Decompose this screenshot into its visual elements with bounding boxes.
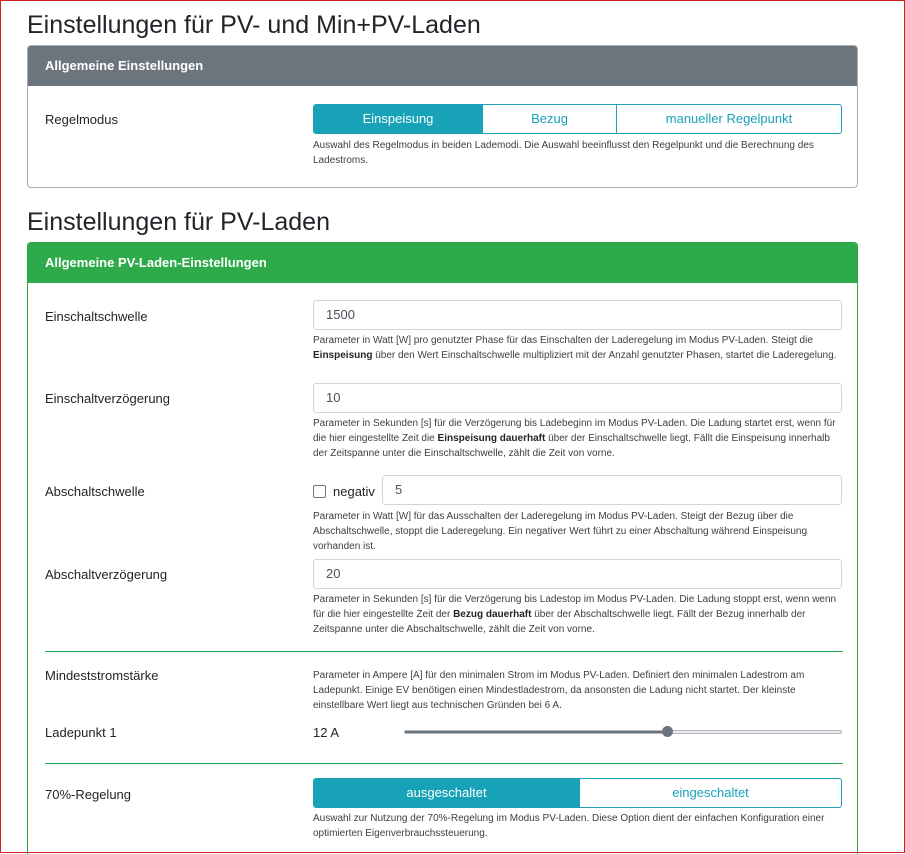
regelung70-label: 70%-Regelung bbox=[45, 787, 132, 802]
ladepunkt-1-label: Ladepunkt 1 bbox=[45, 725, 117, 740]
regelung70-button-group bbox=[313, 778, 842, 808]
regelung70-on-button[interactable]: eingeschaltet bbox=[579, 779, 841, 807]
regelung70-help: Auswahl zur Nutzung der 70%-Regelung im Modus PV-Laden. Diese Option dient der einfachen Konfiguration einer optimierten Eigenverbrauchssteuerung. bbox=[313, 813, 825, 839]
slider-thumb[interactable] bbox=[662, 726, 673, 737]
regelmodus-label: Regelmodus bbox=[45, 112, 118, 127]
einschaltverzoegerung-input[interactable]: 10 bbox=[313, 383, 842, 413]
card-pv-settings bbox=[27, 242, 858, 854]
mindeststrom-slider[interactable] bbox=[404, 730, 842, 734]
negativ-checkbox[interactable] bbox=[313, 485, 326, 498]
negativ-label: negativ bbox=[333, 484, 375, 499]
regelmodus-einspeisung-button[interactable]: Einspeisung bbox=[314, 105, 482, 133]
abschaltschwelle-help: Parameter in Watt [W] für das Ausschalten der Laderegelung im Modus PV-Laden. Steigt der Bezug über die Abschaltschwelle, stoppt die Laderegelung. Ein negativer Wert führt zu einer Abschaltung während Einspeisung vorhanden ist. bbox=[313, 511, 808, 552]
regelmodus-button-group bbox=[313, 104, 842, 134]
divider bbox=[45, 651, 843, 652]
mindeststrom-value: 12 A bbox=[313, 725, 340, 740]
regelung70-off-button[interactable]: ausgeschaltet bbox=[314, 779, 579, 807]
page-title-pv: Einstellungen für PV-Laden bbox=[27, 208, 330, 236]
abschaltschwelle-label: Abschaltschwelle bbox=[45, 484, 145, 499]
regelmodus-manual-button[interactable]: manueller Regelpunkt bbox=[616, 105, 841, 133]
einschaltverzoegerung-help: Parameter in Sekunden [s] für die Verzögerung bis Ladebeginn im Modus PV-Laden. Die Ladung startet erst, wenn für die hier eingestellte Zeit die Einspeisung dauerhaft über der Einschaltschwelle liegt. Fällt die Einspeisung innerhalb der Zeitspanne unter die Einschaltschwelle, zählt die Zeit von vorne. bbox=[313, 418, 836, 459]
mindeststrom-label: Mindeststromstärke bbox=[45, 668, 159, 683]
abschaltverzoegerung-help: Parameter in Sekunden [s] für die Verzögerung bis Ladestop im Modus PV-Laden. Die Ladung stoppt erst, wenn wenn für die hier eingestellte Zeit der Bezug dauerhaft über der Abschaltschwelle liegt. Fällt der Bezug innerhalb der Zeitspanne unter die Abschaltschwelle, zählt die Zeit von vorne. bbox=[313, 594, 837, 635]
abschaltschwelle-input[interactable]: 5 bbox=[382, 475, 842, 505]
abschaltverzoegerung-input[interactable]: 20 bbox=[313, 559, 842, 589]
card-header-general: Allgemeine Einstellungen bbox=[28, 46, 857, 86]
regelmodus-bezug-button[interactable]: Bezug bbox=[482, 105, 616, 133]
page-title-pv-min-pv: Einstellungen für PV- und Min+PV-Laden bbox=[27, 11, 481, 39]
einschaltschwelle-label: Einschaltschwelle bbox=[45, 309, 148, 324]
mindeststrom-help: Parameter in Ampere [A] für den minimalen Strom im Modus PV-Laden. Definiert den minimalen Ladestrom am Ladepunkt. Einige EV benötigen einen Mindestladestrom, da ansonsten die Ladung nicht startet. Der kleinste einstellbare Wert liegt aus technischen Gründen bei 6 A. bbox=[313, 670, 805, 711]
divider bbox=[45, 763, 843, 764]
einschaltschwelle-input[interactable]: 1500 bbox=[313, 300, 842, 330]
einschaltverzoegerung-label: Einschaltverzögerung bbox=[45, 391, 171, 406]
card-general-settings bbox=[27, 45, 858, 188]
abschaltverzoegerung-label: Abschaltverzögerung bbox=[45, 567, 168, 582]
regelmodus-help: Auswahl des Regelmodus in beiden Lademodi. Die Auswahl beeinflusst den Regelpunkt und die Berechnung des Ladestroms. bbox=[313, 140, 814, 166]
einschaltschwelle-help: Parameter in Watt [W] pro genutzter Phase für das Einschalten der Laderegelung im Modus PV-Laden. Steigt die Einspeisung über den Wert Einschaltschwelle multipliziert mit der Anzahl genutzter Phasen, startet die Laderegelung. bbox=[313, 335, 837, 361]
slider-fill bbox=[405, 731, 667, 733]
card-header-pv: Allgemeine PV-Laden-Einstellungen bbox=[28, 243, 857, 283]
